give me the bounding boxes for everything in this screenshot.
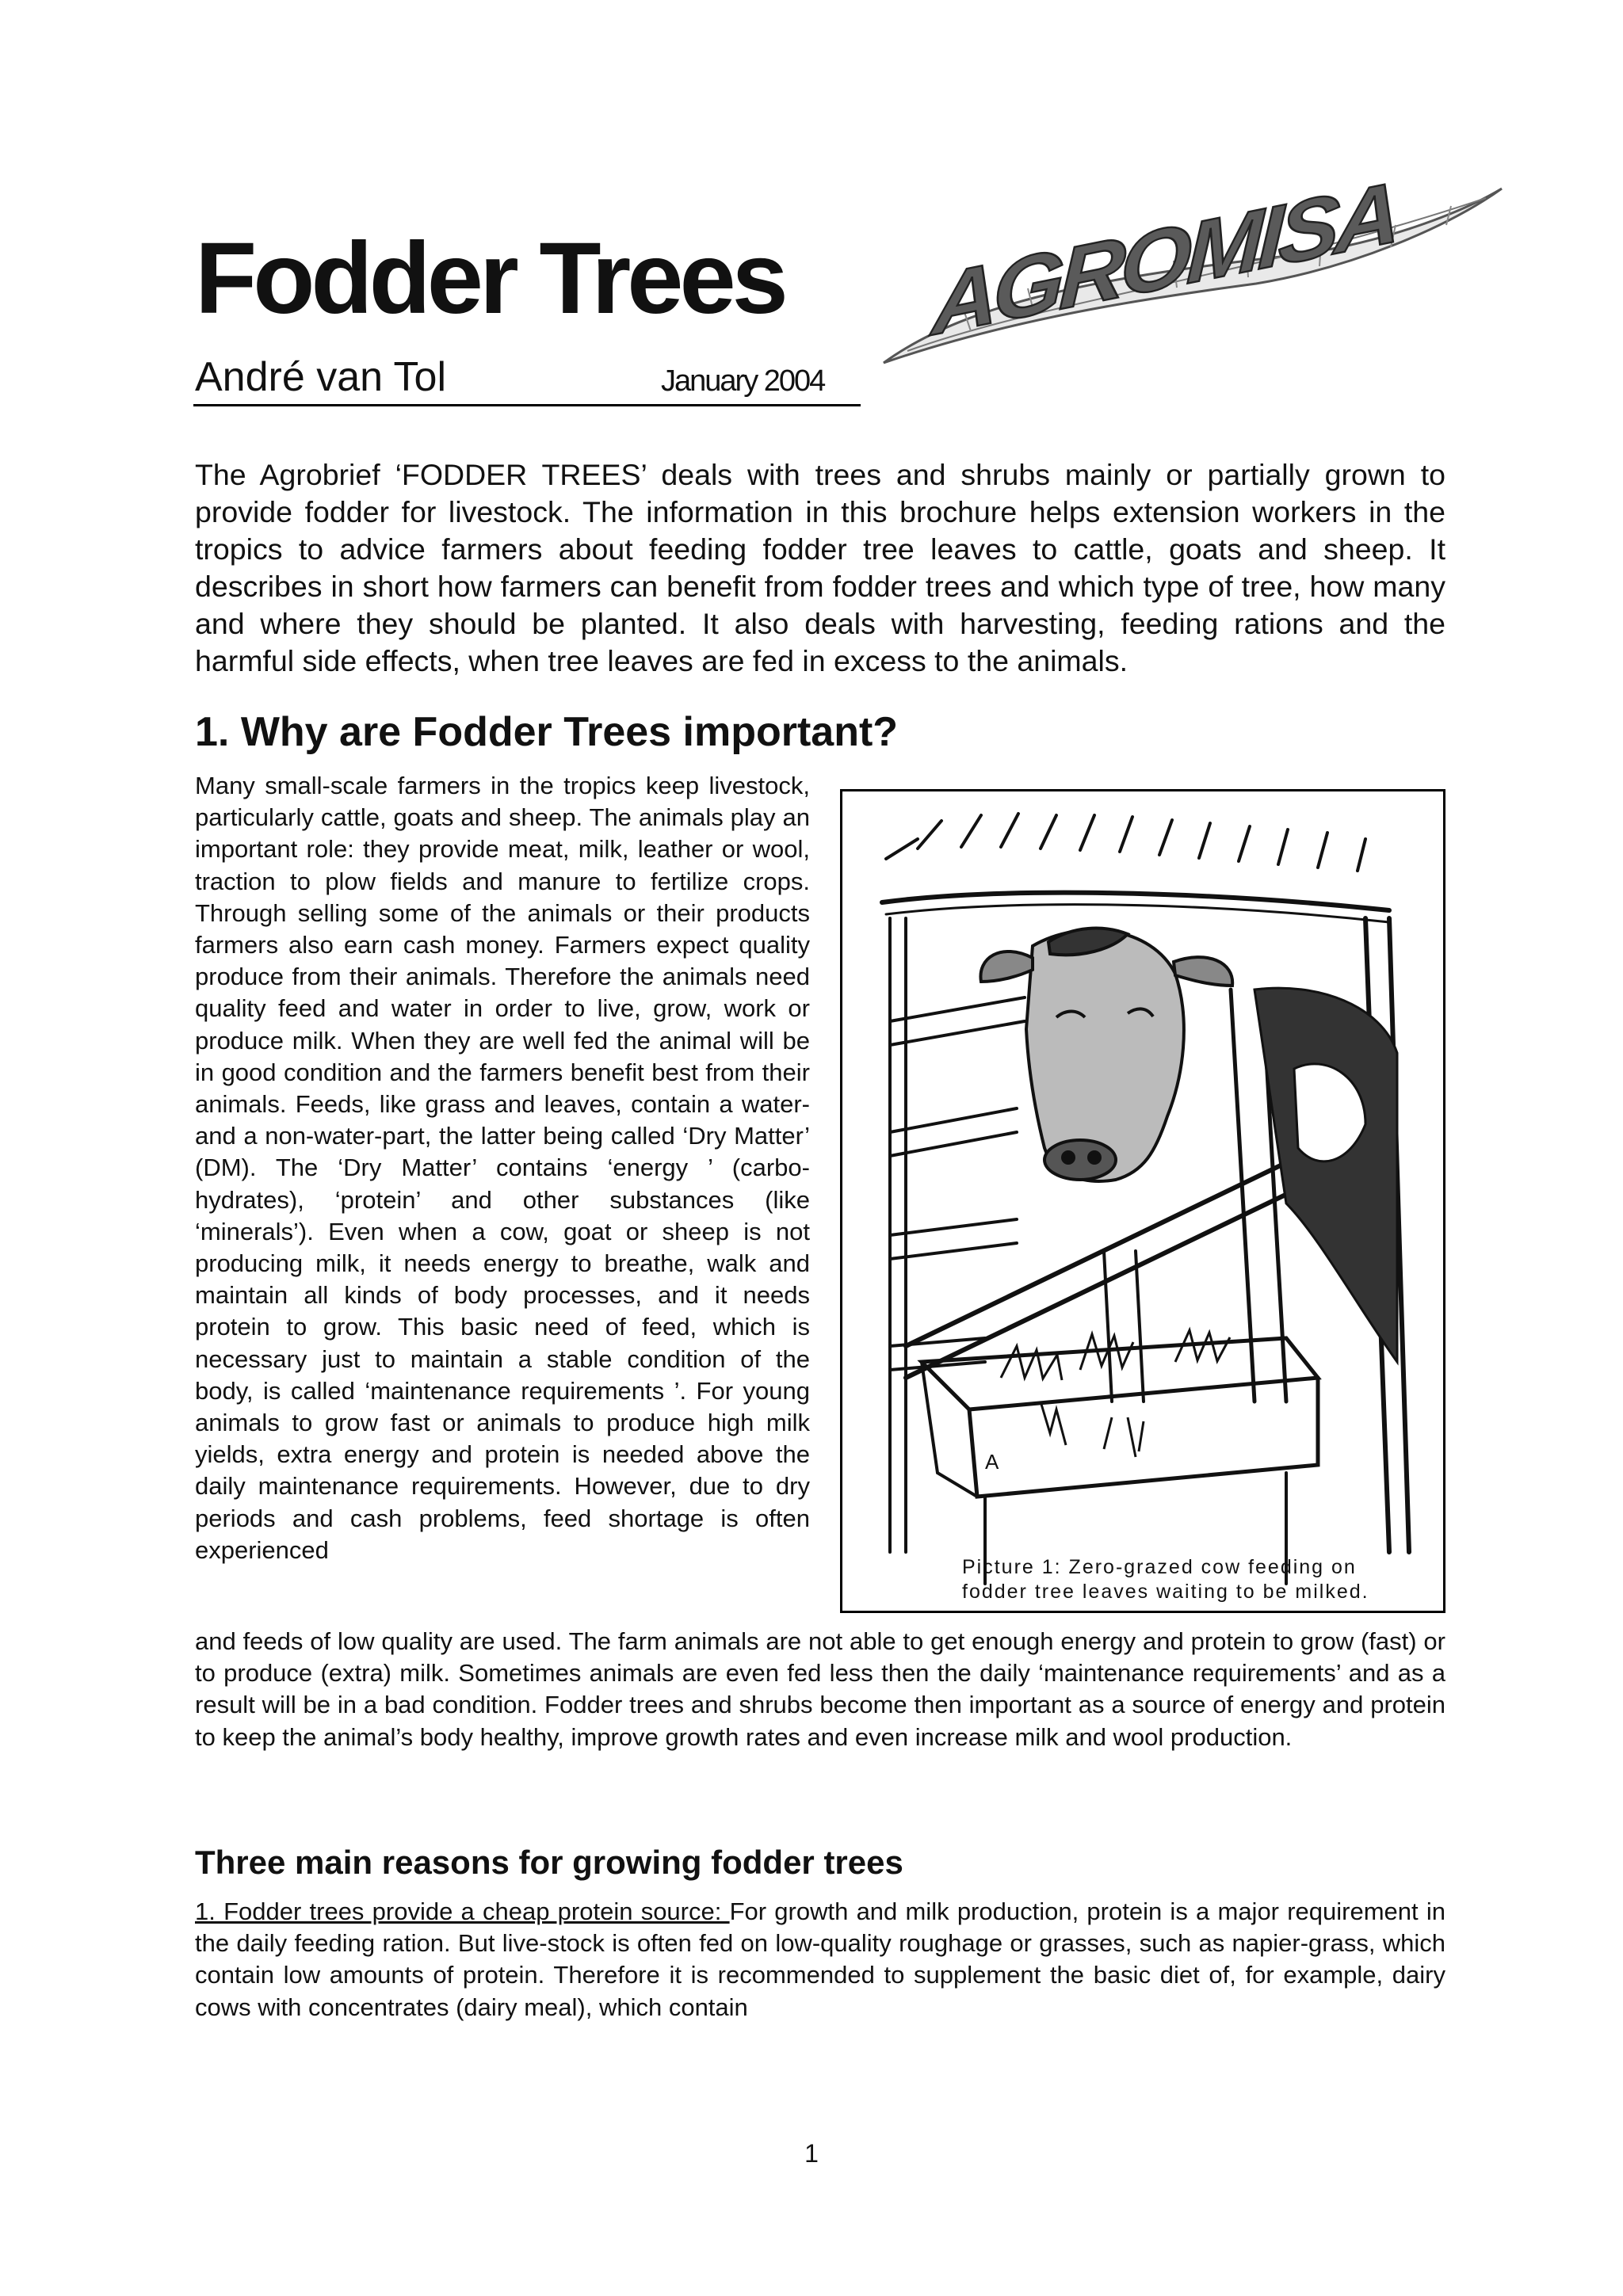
page-number: 1 — [804, 2139, 819, 2168]
reason-1-paragraph — [195, 1896, 1445, 2023]
figure-cow-illustration — [840, 789, 1445, 1613]
title-underline — [193, 404, 861, 406]
column-paragraph: Many small-scale farmers in the tropics keep livestock, particularly cattle, goats and sheep. The animals play an important role: they provide meat, milk, leather or wool, traction to plow fields and manure to fertilize crops. Through selling some of the animals or their products farmers also earn cash money. Farmers expect quality produce from their animals. Therefore the animals need quality feed and water in order to live, grow, work or produce milk. When they are well fed the animal will be in good condition and the farmers benefit best from their animals. Feeds, like grass and leaves, contain a water- and a non-water-part, the latter being called ‘Dry Matter’ (DM). The ‘Dry Matter’ contains ‘energy ’ (carbo-hydrates), ‘protein’ and other substances (like ‘minerals’). Even when a cow, goat or sheep is not producing milk, it needs energy to breathe, walk and maintain all kinds of body processes, and it needs protein to grow. This basic need of feed, which is necessary just to maintain a stable condition of the body, is called ‘maintenance requirements ’. For young animals to grow fast or animals to produce high milk yields, extra energy and protein is needed above the daily maintenance requirements. However, due to dry periods and cash problems, feed shortage is often experienced — [195, 772, 810, 1564]
reason-1-label: 1. Fodder trees provide a cheap protein source: — [195, 1897, 730, 1925]
cow-feeding-drawing — [842, 791, 1443, 1611]
section-heading-why-important: 1. Why are Fodder Trees important? — [195, 709, 899, 755]
document-title: Fodder Trees — [195, 222, 785, 335]
full-width-paragraph: and feeds of low quality are used. The farm animals are not able to get enough energy and protein to grow (fast) or to produce (extra) milk. Sometimes animals are even fed less then the daily ‘maintenance requirements’ and as a result will be in a bad condition. Fodder trees and shrubs become then important as a source of energy and protein to keep the animal’s body healthy, improve growth rates and even increase milk and wool production. — [195, 1627, 1445, 1751]
caption-line-1: Picture 1: Zero-grazed cow feeding on — [962, 1556, 1357, 1578]
agromisa-logo — [876, 181, 1510, 380]
reason-1-text: For growth and milk production, protein is a major requirement in the daily feeding ration. But live-stock is often fed on low-quality roughage or grasses, such as napier-grass, which contain low amounts of protein. Therefore it is recommended to supplement the basic diet of, for example, dairy cows with concentrates (dairy meal), which contain — [195, 1897, 1445, 2021]
trough-mark: A — [985, 1450, 999, 1474]
logo-wordmark: AGROMISA — [930, 181, 1398, 355]
figure-caption — [962, 1555, 1369, 1604]
section-heading-three-reasons: Three main reasons for growing fodder trees — [195, 1844, 903, 1881]
author-name: André van Tol — [195, 354, 447, 400]
intro-paragraph: The Agrobrief ‘FODDER TREES’ deals with trees and shrubs mainly or partially grown to provide fodder for livestock. The information in this brochure helps extension workers in the tropics to advice farmers about feeding fodder tree leaves to cattle, goats and sheep. It describes in short how farmers can benefit from fodder trees and which type of tree, how many and where they should be planted. It also deals with harvesting, feeding rations and the harmful side effects, when tree leaves are fed in excess to the animals. — [195, 458, 1445, 677]
caption-line-2: fodder tree leaves waiting to be milked. — [962, 1581, 1369, 1603]
publication-date: January 2004 — [661, 364, 825, 398]
agromisa-logo-graphic — [876, 181, 1510, 380]
